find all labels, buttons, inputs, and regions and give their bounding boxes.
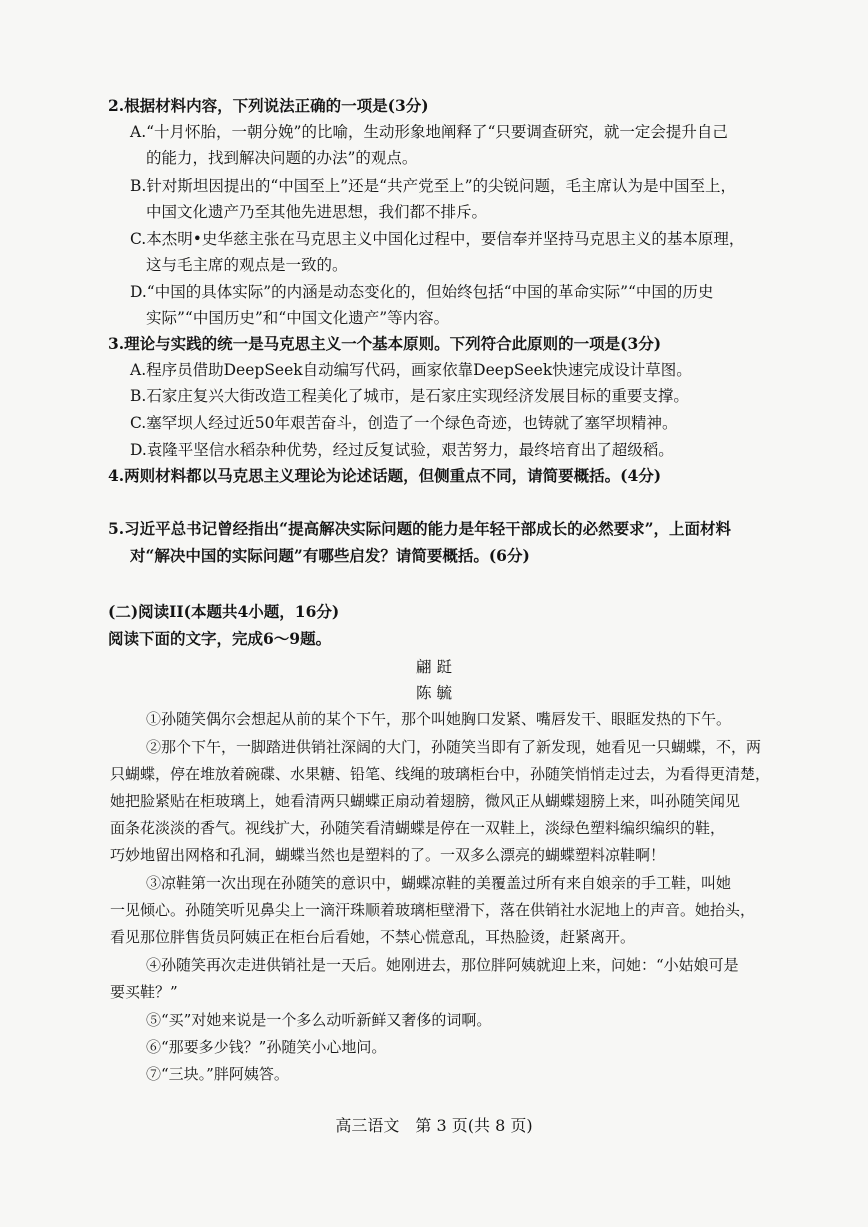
paragraph-1: ①孙随笑偶尔会想起从前的某个下午，那个叫她胸口发紧、嘴唇发干、眼眶发热的下午。 — [146, 710, 732, 728]
q3-option-b: B.石家庄复兴大街改造工程美化了城市，是石家庄实现经济发展目标的重要支撑。 — [130, 387, 689, 405]
q2-stem: 2.根据材料内容，下列说法正确的一项是(3分) — [108, 96, 429, 115]
reading-instruction: 阅读下面的文字，完成6～9题。 — [108, 629, 332, 648]
paragraph-2-line5: 巧妙地留出网格和孔洞，蝴蝶当然也是塑料的了。一双多么漂亮的蝴蝶塑料凉鞋啊！ — [110, 846, 666, 864]
paragraph-7: ⑦“三块。”胖阿姨答。 — [146, 1065, 289, 1083]
paragraph-4-line1: ④孙随笑再次走进供销社是一天后。她刚进去，那位胖阿姨就迎上来，问她：“小姑娘可是 — [146, 956, 739, 974]
paragraph-2-line4: 面条花淡淡的香气。视线扩大，孙随笑看清蝴蝶是停在一双鞋上，淡绿色塑料编织编织的鞋， — [110, 819, 726, 837]
paragraph-4-line2: 要买鞋？” — [110, 983, 178, 1001]
q2-option-b-line1: B.针对斯坦因提出的“中国至上”还是“共产党至上”的尖锐问题，毛主席认为是中国至上， — [130, 177, 737, 195]
q3-option-c: C.塞罕坝人经过近50年艰苦奋斗，创造了一个绿色奇迹，也铸就了塞罕坝精神。 — [130, 414, 678, 432]
paragraph-2-line3: 她把脸紧贴在柜玻璃上，她看清两只蝴蝶正扇动着翅膀，微风正从蝴蝶翅膀上来，叫孙随笑闻见 — [110, 792, 741, 810]
paragraph-5: ⑤“买”对她来说是一个多么动听新鲜又奢侈的词啊。 — [146, 1011, 492, 1029]
q2-option-d-line1: D.“中国的具体实际”的内涵是动态变化的，但始终包括“中国的革命实际”“中国的历史 — [130, 283, 714, 301]
q2-option-a-line1: A.“十月怀胎，一朝分娩”的比喻，生动形象地阐释了“只要调查研究，就一定会提升自己 — [130, 123, 728, 141]
q2-option-d-line2: 实际”“中国历史”和“中国文化遗产”等内容。 — [146, 309, 450, 327]
passage-author: 陈 毓 — [416, 684, 452, 702]
paragraph-2-line1: ②那个下午，一脚踏进供销社深阔的大门，孙随笑当即有了新发现，她看见一只蝴蝶，不，两 — [146, 738, 762, 756]
paragraph-3-line3: 看见那位胖售货员阿姨正在柜台后看她，不禁心慌意乱，耳热脸烫，赶紧离开。 — [110, 928, 636, 946]
q3-stem: 3.理论与实践的统一是马克思主义一个基本原则。下列符合此原则的一项是(3分) — [108, 334, 662, 353]
q2-option-b-line2: 中国文化遗产乃至其他先进思想，我们都不排斥。 — [146, 203, 488, 221]
q5-stem-line1: 5.习近平总书记曾经指出“提高解决实际问题的能力是年轻干部成长的必然要求”，上面材料 — [108, 519, 732, 538]
q3-option-d: D.袁隆平坚信水稻杂种优势，经过反复试验，艰苦努力，最终培育出了超级稻。 — [130, 441, 674, 459]
passage-title: 翩 跹 — [416, 658, 452, 676]
q4-stem: 4.两则材料都以马克思主义理论为论述话题，但侧重点不同，请简要概括。(4分) — [108, 466, 662, 485]
q5-stem-line2: 对“解决中国的实际问题”有哪些启发？请简要概括。(6分) — [130, 546, 530, 565]
paragraph-2-line2: 只蝴蝶，停在堆放着碗碟、水果糖、铅笔、线绳的玻璃柜台中，孙随笑悄悄走过去，为看得更清楚， — [110, 765, 771, 783]
paragraph-3-line2: 一见倾心。孙随笑听见鼻尖上一滴汗珠顺着玻璃柜壁滑下，落在供销社水泥地上的声音。她抬头， — [110, 901, 756, 919]
paragraph-6: ⑥“那要多少钱？”孙随笑小心地问。 — [146, 1038, 387, 1056]
q2-option-a-line2: 的能力，找到解决问题的办法”的观点。 — [146, 149, 418, 167]
q3-option-a: A.程序员借助DeepSeek自动编写代码，画家依靠DeepSeek快速完成设计草图。 — [130, 361, 692, 379]
reading-section-heading: (二)阅读II(本题共4小题，16分) — [108, 602, 340, 621]
q2-option-c-line2: 这与毛主席的观点是一致的。 — [146, 256, 348, 274]
paragraph-3-line1: ③凉鞋第一次出现在孙随笑的意识中，蝴蝶凉鞋的美覆盖过所有来自娘亲的手工鞋，叫她 — [146, 874, 732, 892]
q2-option-c-line1: C.本杰明•史华慈主张在马克思主义中国化过程中，要信奉并坚持马克思主义的基本原理， — [130, 230, 745, 248]
page-footer: 高三语文 第 3 页(共 8 页) — [335, 1116, 533, 1135]
